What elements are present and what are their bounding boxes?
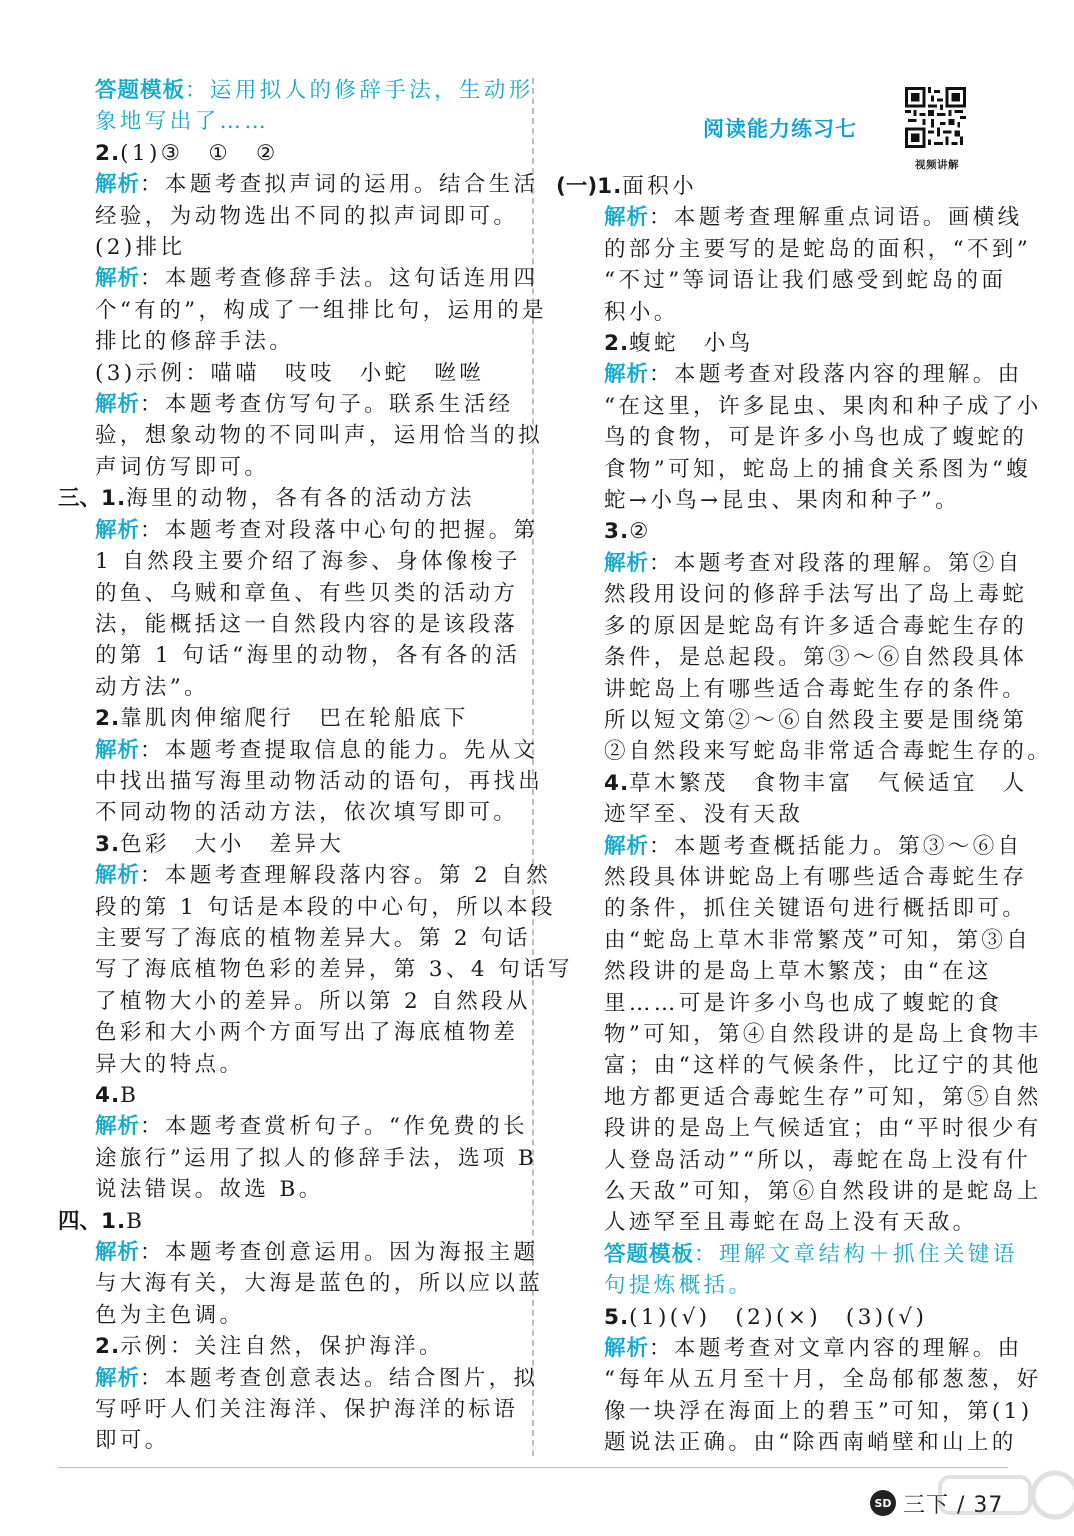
text-line	[58, 1017, 519, 1048]
footer-rule	[58, 1467, 1008, 1468]
body-text: 的鱼、乌贼和章鱼、有些贝类的活动方	[95, 580, 519, 606]
analysis-label: 解析	[95, 392, 141, 418]
qr-code-icon[interactable]	[901, 87, 970, 148]
body-text: 多的原因是蛇岛有许多适合毒蛇生存的	[604, 613, 1028, 639]
answer-text: (1)(√) (2)(×) (3)(√)	[629, 1304, 928, 1330]
body-text: 食物”可知，蛇岛上的捕食关系图为“蝮	[604, 456, 1032, 482]
body-text: (3)示例：喵喵 吱吱 小蛇 咝咝	[95, 360, 485, 386]
analysis-label: 解析	[604, 205, 650, 231]
template-text: 句提炼概括。	[604, 1273, 754, 1299]
answer-text: 靠肌肉伸缩爬行 巴在轮船底下	[120, 706, 469, 732]
text-line	[556, 548, 1023, 579]
body-text: 声词仿写即可。	[95, 454, 270, 480]
body-text: 经验，为动物选出不同的拟声词即可。	[95, 203, 519, 229]
text-line	[556, 925, 1032, 956]
body-text: 写呼吁人们关注海洋、保护海洋的标语	[95, 1397, 519, 1423]
text-line	[58, 672, 514, 703]
body-text: 段讲的是岛上气候适宜；由“平时很少有	[604, 1116, 1042, 1142]
body-text: 由“蛇岛上草木非常繁茂”可知，第③自	[604, 927, 1032, 953]
answer-text: 面积小	[622, 174, 697, 199]
analysis-label: 解析	[604, 362, 650, 388]
text-line	[58, 954, 573, 985]
text-line	[556, 234, 1032, 265]
analysis-text: ：本题考查赏析句子。“作免费的长	[140, 1114, 528, 1140]
text-line	[556, 391, 1042, 422]
body-text: 条件，是总起段。第③～⑥自然段具体	[604, 645, 1028, 671]
text-line	[58, 106, 514, 137]
text-line	[58, 138, 514, 169]
watermark-logo	[930, 1465, 1074, 1535]
question-number: 1.	[597, 174, 623, 199]
text-line	[556, 893, 1028, 924]
body-text: 富；由“这样的气候条件，比辽宁的其他	[604, 1053, 1042, 1079]
body-text: 法，能概括这一自然段内容的是该段落	[95, 611, 519, 637]
answer-text: 草木繁茂 食物丰富 气候适宜 人	[629, 770, 1028, 796]
question-number: 2.	[95, 140, 121, 166]
text-line	[58, 546, 521, 577]
text-line	[58, 1049, 514, 1080]
text-line	[58, 1268, 544, 1299]
answer-text: B	[120, 1083, 140, 1108]
template-text: 象地写出了……	[95, 109, 270, 135]
text-line	[556, 642, 1028, 673]
body-text: 验，想象动物的不同叫声，运用恰当的拟	[95, 423, 544, 449]
text-line	[556, 579, 1028, 610]
question-number: 2.	[95, 1334, 121, 1360]
text-line	[556, 705, 1028, 736]
answer-column-left	[58, 75, 573, 1457]
analysis-label: 解析	[95, 517, 141, 543]
question-number: 3.	[604, 519, 630, 545]
body-text: 了植物大小的差异。所以第 2 自然段从	[95, 988, 531, 1014]
text-line	[58, 609, 519, 640]
body-text: (2)排比	[95, 235, 186, 261]
body-text: 讲蛇岛上有哪些适合毒蛇生存的条件。	[604, 676, 1028, 702]
text-line	[556, 674, 1028, 705]
text-line	[58, 860, 552, 891]
body-text: 然段讲的是岛上草木繁茂；由“在这	[604, 959, 992, 985]
analysis-text: ：本题考查修辞手法。这句话连用四	[140, 266, 539, 292]
body-text: 途旅行”运用了拟人的修辞手法，选项 B	[95, 1145, 538, 1171]
text-line	[58, 295, 548, 326]
body-text: 所以短文第②～⑥自然段主要是围绕第	[604, 707, 1028, 733]
body-text: 鸟的食物，可是许多小鸟也成了蝮蛇的	[604, 425, 1028, 451]
text-line	[556, 1113, 1042, 1144]
text-line	[556, 736, 1053, 767]
question-number: 1.	[101, 1208, 127, 1234]
body-text: 的第 1 句话“海里的动物，各有各的活	[95, 643, 521, 669]
body-text: 题说法正确。由“除西南峭壁和山上的	[604, 1430, 1017, 1456]
body-text: 中找出描写海里动物活动的语句，再找出	[95, 768, 544, 794]
analysis-text: ：本题考查拟声词的运用。结合生活	[140, 172, 539, 198]
analysis-label: 解析	[95, 1240, 141, 1266]
analysis-text: ：本题考查对文章内容的理解。由	[649, 1336, 1023, 1362]
text-line	[58, 1363, 539, 1394]
text-line	[58, 578, 519, 609]
analysis-text: ：本题考查对段落中心句的把握。第	[140, 517, 539, 543]
text-line	[58, 1143, 538, 1174]
body-text: 么天敌”可知，第⑥自然段讲的是蛇岛上	[604, 1179, 1042, 1204]
publisher-logo: SD	[870, 1490, 896, 1516]
template-label: 答题模板	[604, 1241, 695, 1267]
answer-text: 色彩 大小 差异大	[120, 831, 345, 857]
body-text: 蛇→小鸟→昆虫、果肉和种子”。	[604, 488, 961, 514]
analysis-label: 解析	[95, 1114, 141, 1140]
analysis-label: 解析	[95, 266, 141, 292]
body-text: 人迹罕至且毒蛇在岛上没有天敌。	[604, 1210, 978, 1236]
text-line	[556, 265, 1008, 296]
text-line	[58, 75, 534, 106]
text-line	[556, 516, 1008, 547]
question-number: 1.	[101, 486, 127, 512]
body-text: 色为主色调。	[95, 1302, 245, 1328]
text-line	[58, 452, 514, 483]
text-line	[556, 1176, 1042, 1207]
body-text: 写了海底植物色彩的差异，第 3、4 句话写	[95, 957, 573, 983]
text-line	[556, 1050, 1042, 1081]
body-text: 像一块浮在海面上的碧玉”可知，第(1)	[604, 1398, 1033, 1424]
body-text: 里……可是许多小鸟也成了蝮蛇的食	[604, 990, 1003, 1016]
text-line	[58, 1394, 519, 1425]
text-line	[58, 358, 514, 389]
body-text: 不同动物的活动方法，依次填写即可。	[95, 800, 519, 826]
body-text: 动方法”。	[95, 674, 209, 700]
text-line	[58, 1425, 514, 1456]
body-text: 然段具体讲蛇岛上有哪些适合毒蛇生存	[604, 864, 1028, 890]
text-line	[58, 201, 519, 232]
text-line	[556, 862, 1028, 893]
body-text: 主要写了海底的植物差异大。第 2 句话	[95, 925, 531, 951]
answer-text: B	[126, 1208, 146, 1234]
text-line	[556, 988, 1008, 1019]
answer-text: 海里的动物，各有各的活动方法	[126, 486, 475, 512]
qr-caption: 视频讲解	[915, 159, 959, 171]
text-line	[58, 1331, 514, 1362]
body-text: 积小。	[604, 299, 679, 325]
text-line	[58, 797, 519, 828]
body-text: 与大海有关，大海是蓝色的，所以应以蓝	[95, 1271, 544, 1297]
text-line	[556, 1019, 1042, 1050]
section-number: 三、	[58, 486, 102, 512]
analysis-label: 解析	[95, 737, 141, 763]
analysis-label: 解析	[95, 172, 141, 198]
text-line	[58, 515, 539, 546]
text-line	[556, 328, 1008, 359]
question-number: 5.	[604, 1304, 630, 1330]
body-text: 排比的修辞手法。	[95, 329, 295, 355]
text-line	[556, 359, 1023, 390]
analysis-label: 解析	[95, 1365, 141, 1391]
body-text: 地方都更适合毒蛇生存”可知，第⑤自然	[604, 1084, 1042, 1110]
text-line	[556, 611, 1028, 642]
question-number: 4.	[95, 1083, 121, 1108]
text-line	[556, 454, 1032, 485]
text-line	[556, 1207, 1008, 1238]
text-line	[58, 1080, 514, 1111]
text-line	[58, 640, 521, 671]
text-line	[58, 829, 514, 860]
template-label: 答题模板	[95, 78, 186, 103]
text-line	[556, 1364, 1042, 1395]
text-line	[556, 1427, 1017, 1458]
body-text: 然段用设问的修辞手法写出了岛上毒蛇	[604, 582, 1028, 608]
text-line	[58, 263, 539, 294]
analysis-label: 解析	[95, 863, 141, 889]
body-text: “每年从五月至十月，全岛郁郁葱葱，好	[604, 1367, 1042, 1393]
template-text: ：运用拟人的修辞手法，生动形	[185, 78, 534, 103]
analysis-label: 解析	[604, 1336, 650, 1362]
text-line	[58, 892, 556, 923]
body-text: 段的第 1 句话是本段的中心句，所以本段	[95, 894, 556, 920]
text-line	[58, 1206, 514, 1237]
text-line	[556, 297, 1008, 328]
text-line	[58, 1174, 514, 1205]
analysis-text: ：本题考查对段落的理解。第②自	[649, 550, 1023, 576]
body-text: 的部分主要写的是蛇岛的面积，“不到”	[604, 236, 1032, 262]
analysis-label: 解析	[604, 833, 650, 859]
text-line	[58, 326, 514, 357]
text-line	[556, 422, 1028, 453]
question-number: 3.	[95, 831, 121, 857]
text-line	[58, 1300, 514, 1331]
analysis-label: 解析	[604, 550, 650, 576]
text-line	[58, 766, 544, 797]
text-line	[58, 1237, 539, 1268]
analysis-text: ：本题考查提取信息的能力。先从文	[140, 737, 539, 763]
body-text: “不过”等词语让我们感受到蛇岛的面	[604, 268, 1007, 294]
text-line	[58, 735, 539, 766]
body-text: 色彩和大小两个方面写出了海底植物差	[95, 1020, 519, 1046]
analysis-text: ：本题考查创意运用。因为海报主题	[140, 1240, 539, 1266]
template-text: ：理解文章结构＋抓住关键语	[694, 1241, 1018, 1267]
body-text: 迹罕至、没有天敌	[604, 802, 804, 828]
text-line	[556, 1302, 1008, 1333]
text-line	[58, 389, 514, 420]
answer-text: (1)③ ① ②	[120, 140, 279, 166]
question-number: 4.	[604, 770, 630, 796]
analysis-text: ：本题考查概括能力。第③～⑥自	[649, 833, 1023, 859]
text-line	[556, 956, 1008, 987]
analysis-text: ：本题考查创意表达。结合图片，拟	[140, 1365, 539, 1391]
body-text: 物”可知，第④自然段讲的是岛上食物丰	[604, 1021, 1042, 1047]
page-number: 三下 / 37	[903, 1492, 1004, 1518]
section-title: 阅读能力练习七	[703, 117, 857, 141]
section-number: 四、	[58, 1208, 102, 1234]
answer-text: 示例：关注自然，保护海洋。	[120, 1334, 444, 1360]
text-line	[556, 1396, 1033, 1427]
text-line	[556, 171, 1008, 202]
text-line	[556, 485, 1008, 516]
text-line	[556, 1333, 1023, 1364]
text-line	[556, 768, 1028, 799]
text-line	[58, 923, 531, 954]
text-line	[556, 1145, 1032, 1176]
body-text: 1 自然段主要介绍了海参、身体像梭子	[95, 549, 521, 575]
body-text: 个“有的”，构成了一组排比句，运用的是	[95, 297, 548, 323]
question-number: 2.	[95, 706, 121, 732]
question-number: 2.	[604, 331, 630, 357]
body-text: 说法错误。故选 B。	[95, 1177, 324, 1203]
text-line	[58, 232, 514, 263]
text-line	[58, 483, 514, 514]
text-line	[556, 1270, 1008, 1301]
text-line	[556, 1082, 1042, 1113]
body-text: 异大的特点。	[95, 1051, 245, 1077]
body-text: 人登岛活动”“所以，毒蛇在岛上没有什	[604, 1147, 1032, 1173]
text-line	[58, 986, 531, 1017]
analysis-text: ：本题考查理解重点词语。画横线	[649, 205, 1023, 231]
body-text: ②自然段来写蛇岛非常适合毒蛇生存的。	[604, 739, 1053, 765]
text-line	[58, 420, 544, 451]
body-text: “在这里，许多昆虫、果肉和种子成了小	[604, 393, 1042, 419]
answer-text: 蝮蛇 小鸟	[629, 331, 754, 357]
body-text: 的条件，抓住关键语句进行概括即可。	[604, 896, 1028, 922]
section-number: (一)	[556, 174, 598, 199]
text-line	[556, 799, 1008, 830]
text-line	[58, 1111, 528, 1142]
text-line	[556, 1239, 1018, 1270]
text-line	[556, 202, 1023, 233]
text-line	[556, 831, 1023, 862]
text-line	[58, 169, 539, 200]
analysis-text: ：本题考查对段落内容的理解。由	[649, 362, 1023, 388]
answer-column-right	[556, 171, 1053, 1459]
analysis-text: ：本题考查理解段落内容。第 2 自然	[140, 863, 552, 889]
analysis-text: ：本题考查仿写句子。联系生活经	[140, 392, 514, 418]
answer-text: ②	[629, 519, 652, 545]
body-text: 即可。	[95, 1428, 170, 1454]
text-line	[58, 703, 514, 734]
